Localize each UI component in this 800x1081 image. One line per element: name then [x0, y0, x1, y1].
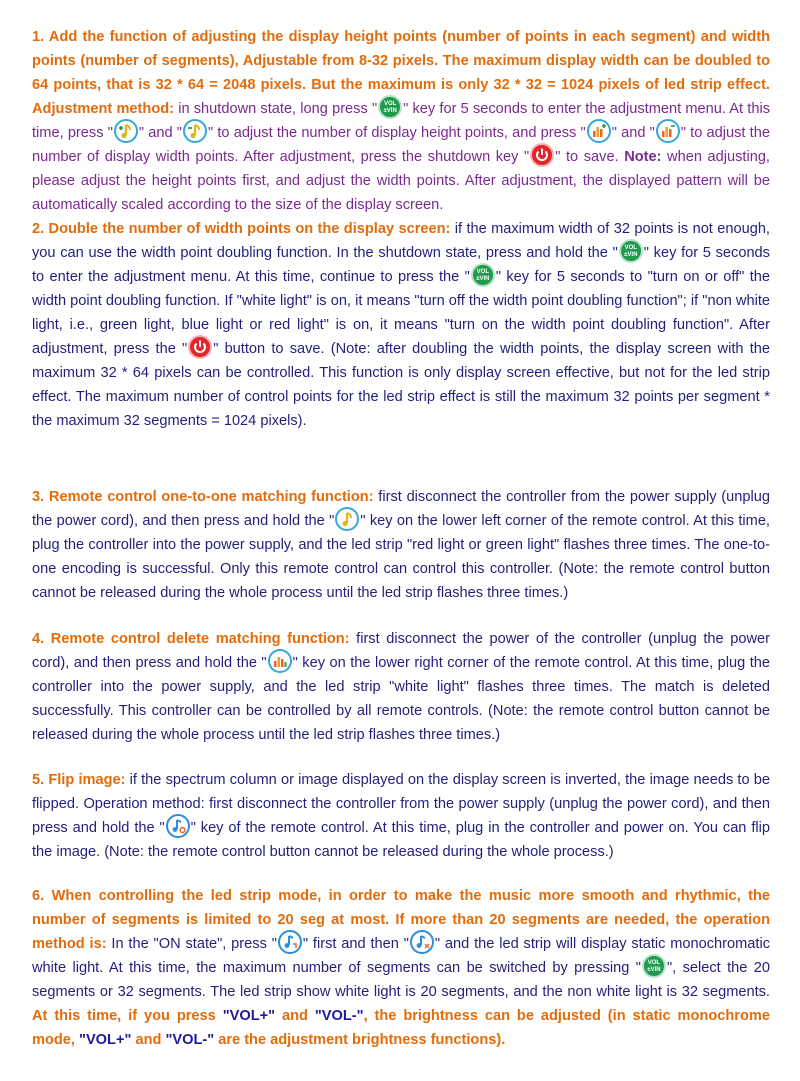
vol-icon-sublabel: ±VIN [476, 276, 490, 283]
p6-text: " and the led strip will display static monochromatic white light. At this time, the maximum number of segments can be switched by pressing " [32, 936, 771, 977]
p6-text: " first and then " [302, 936, 409, 952]
p3-text: first disconnect the controller from the power supply (unplug the power cord), and then press and hold the " [32, 489, 770, 529]
paragraph-6 [32, 884, 770, 1052]
vol-icon [642, 954, 666, 978]
music-mode-icon [278, 930, 302, 954]
music-minus-icon [183, 119, 207, 143]
p5-text: " key of the remote control. At this time, plug in the controller and power on. You can flip the image. (Note: the remote control button cannot be released during the whole process.) [32, 820, 770, 861]
vol-icon-label: VOL [476, 269, 490, 276]
p1-text: " and " [138, 125, 182, 142]
vol-icon-label: VOL [647, 960, 661, 967]
p1-text: " and " [611, 125, 655, 142]
p6-highlight: At this time, if you press [32, 1008, 223, 1025]
p1-note-label: Note: [624, 149, 662, 166]
equalizer-icon [268, 649, 292, 673]
vol-icon-label: VOL [624, 245, 637, 252]
p6-text: In the "ON state", press " [106, 936, 277, 952]
vol-icon [378, 95, 402, 119]
p6-highlight: , the brightness can be adjusted (in static monochrome mode, [32, 1008, 770, 1049]
p6-highlight: and [131, 1032, 166, 1049]
p1-text: " key for 5 seconds to enter the adjustment menu. At this time, press " [32, 101, 770, 142]
p2-text: " key for 5 seconds to enter the adjustment menu. At this time, continue to press the " [32, 245, 770, 286]
p3-text: " key on the lower left corner of the remote control. At this time, plug the controller into the power supply, and the led strip "red light or green light" flashes three times. The one-to-one encoding is successful. Only this remote control can control this controller. (Note: the remote control button cannot be released during the whole process until the led strip flashes three times.) [32, 513, 770, 602]
p5-heading: 5. Flip image: [32, 772, 126, 788]
p1-text: " to adjust the number of display height points, and press " [207, 125, 586, 142]
p6-highlight: and [275, 1008, 315, 1025]
paragraph-3 [32, 485, 770, 605]
p5-text: if the spectrum column or image displayed on the display screen is inverted, the image needs to be flipped. Operation method: first disconnect the controller from the power supply (unplug the power cord), and then press and hold the " [32, 772, 770, 836]
paragraph-2 [32, 217, 770, 433]
power-icon [530, 143, 554, 167]
vol-minus-label: "VOL-" [314, 1008, 364, 1025]
vol-minus-label: "VOL-" [165, 1032, 215, 1049]
p1-text: " to adjust the number of display width points. After adjustment, press the shutdown key " [32, 125, 770, 166]
p6-text: ", select the 20 segments or 32 segments. The led strip show white light is 20 segments, and the non white light is 32 segments. [32, 960, 771, 1001]
equalizer-minus-icon [656, 119, 680, 143]
vol-plus-label: "VOL+" [222, 1008, 276, 1025]
vol-icon [471, 263, 495, 287]
paragraph-1 [32, 25, 770, 217]
music-flip-icon [166, 814, 190, 838]
music-plus-icon [114, 119, 138, 143]
vol-icon-sublabel: ±VIN [383, 108, 397, 115]
p4-text: " key on the lower right corner of the remote control. At this time, plug the controller into the power supply, and the led strip "white light" flashes three times. The match is deleted successfully. This controller can be controlled by all remote controls. (Note: the remote control button cannot be released during the whole process until the led strip flashes three times.) [32, 655, 770, 744]
music-mode-icon-2 [410, 930, 434, 954]
vol-icon-sublabel: ±VIN [647, 967, 661, 974]
p3-heading: 3. Remote control one-to-one matching function: [32, 489, 374, 505]
p6-heading: 6. When controlling the led strip mode, in order to make the music more smooth and rhythmic, the number of segments is limited to 20 seg at most. If more than 20 segments are needed, the operation method is: [32, 888, 770, 952]
p2-text: " button to save. (Note: after doubling the width points, the display screen with the maximum 32 * 64 pixels can be controlled. This function is only display screen effective, but not for the led strip effect. The maximum number of control points for the led strip effect is still the maximum 32 points per segment * the maximum 32 segments = 1024 pixels). [32, 341, 770, 430]
p1-text: when adjusting, please adjust the height points first, and adjust the width points. After adjustment, the displayed pattern will be automatically scaled according to the size of the display screen. [32, 149, 770, 214]
p6-highlight: are the adjustment brightness functions). [214, 1032, 506, 1049]
vol-icon-sublabel: ±VIN [624, 252, 638, 259]
p2-text: if the maximum width of 32 points is not enough, you can use the width point doubling function. In the shutdown state, press and hold the " [32, 221, 770, 261]
p2-heading: 2. Double the number of width points on the display screen: [32, 221, 451, 237]
vol-icon [619, 239, 643, 263]
vol-plus-label: "VOL+" [79, 1032, 132, 1049]
paragraph-4 [32, 627, 770, 747]
p1-text: in shutdown state, long press " [174, 101, 378, 117]
equalizer-plus-icon [587, 119, 611, 143]
p4-text: first disconnect the power of the controller (unplug the power cord), and then press and hold the " [32, 631, 770, 671]
paragraph-5 [32, 768, 770, 864]
music-note-icon [335, 507, 359, 531]
p1-text: " to save. [555, 149, 625, 166]
vol-icon-label: VOL [383, 101, 397, 108]
p4-heading: 4. Remote control delete matching function: [32, 631, 350, 647]
p2-text: " key for 5 seconds to "turn on or off" the width point doubling function. If "white light" is on, it means "turn off the width point doubling function"; if "non white light, i.e., green light, blue light or red light" is on, it means "turn on the width point doubling function". After adjustment, press the " [32, 269, 770, 358]
p1-heading: 1. Add the function of adjusting the display height points (number of points in each segment) and width points (number of segments), Adjustable from 8-32 pixels. The maximum display width can be doubled to 64 points, that is 32 * 64 = 2048 pixels. But the maximum is only 32 * 32 = 1024 pixels of led strip effect. Adjustment method: [32, 29, 770, 117]
power-icon [188, 335, 212, 359]
